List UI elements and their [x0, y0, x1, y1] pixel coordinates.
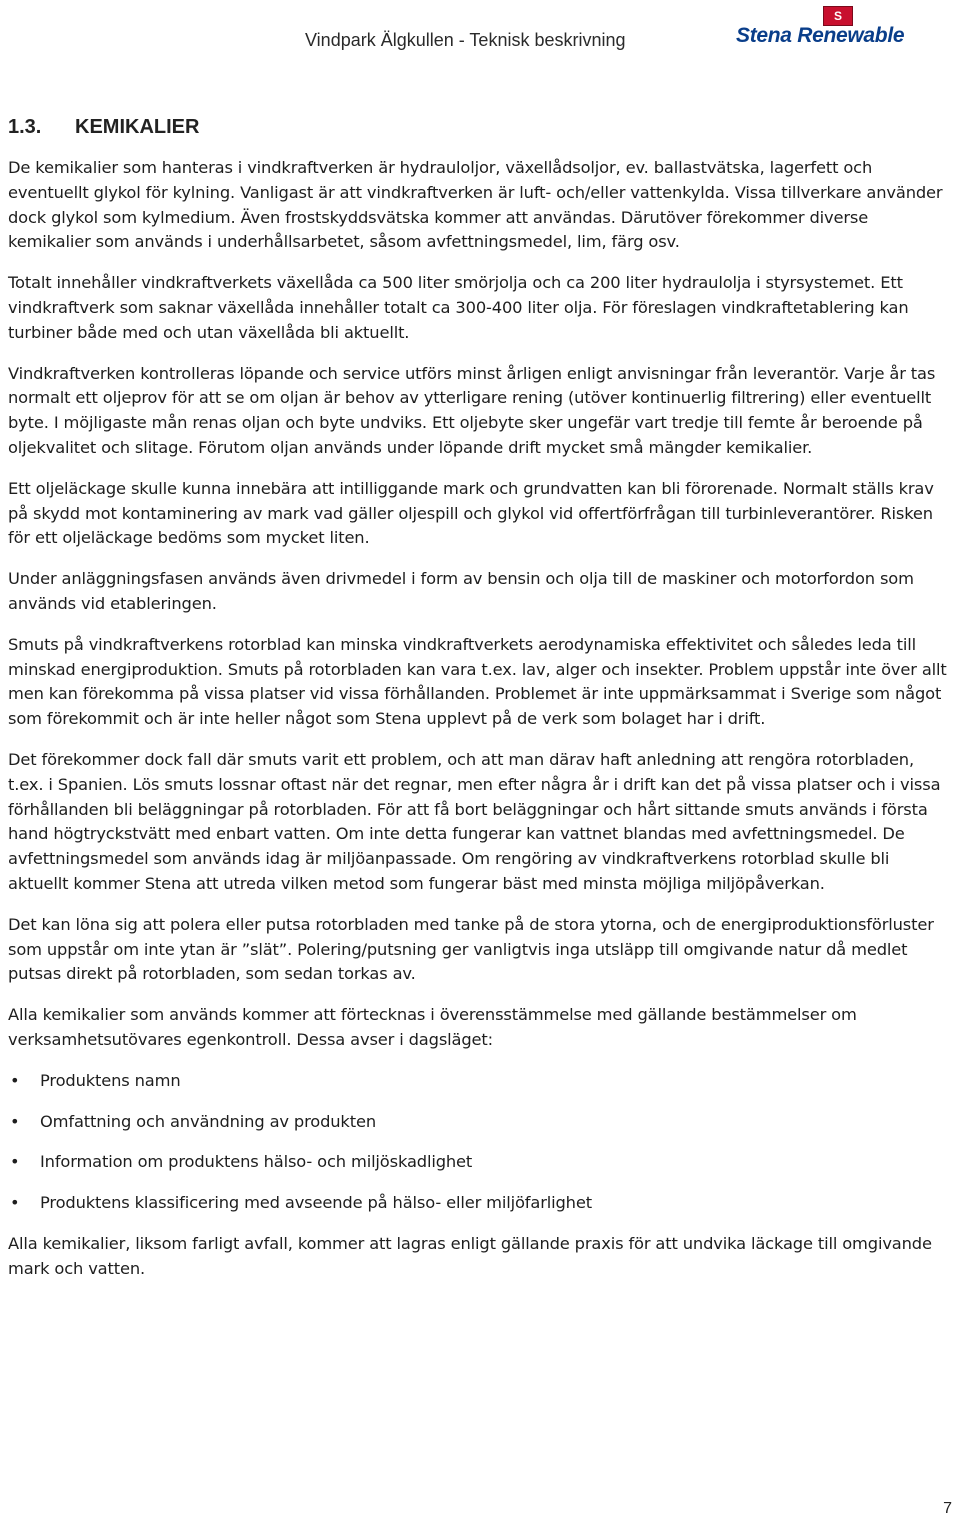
logo-text: Stena Renewable — [736, 24, 905, 47]
logo-mark: S — [833, 9, 842, 23]
section-heading — [8, 116, 199, 139]
stena-renewable-logo — [736, 6, 946, 50]
bullet-icon: • — [10, 1152, 20, 1172]
paragraph: Alla kemikalier som används kommer att förtecknas i överensstämmelse med gällande bestämmelser om verksamhetsutövares egenkontroll. Dessa avser i dagsläget: — [8, 1005, 857, 1049]
section-number: 1.3. — [8, 116, 42, 138]
paragraph: Totalt innehåller vindkraftverkets växellåda ca 500 liter smörjolja och ca 200 liter hydraulolja i styrsystemet. Ett vindkraftverk som saknar växellåda innehåller totalt ca 300-400 liter olja. För föreslagen vindkraftetablering kan turbiner både med och utan växellåda bli aktuellt. — [8, 273, 909, 342]
list-item-text: Omfattning och användning av produkten — [40, 1111, 376, 1131]
bullet-icon: • — [10, 1193, 20, 1213]
list-item — [8, 1110, 952, 1135]
list-item-text: Information om produktens hälso- och miljöskadlighet — [40, 1152, 473, 1172]
paragraph: Smuts på vindkraftverkens rotorblad kan minska vindkraftverkets aerodynamiska effektivitet och således leda till minskad energiproduktion. Smuts på rotorbladen kan vara t.ex. lav, alger och insekter. Problem uppstår inte över allt men kan förekomma på vissa platser vid vissa förhållanden. Problemet är inte uppmärksammat i Sverige som något som förekommit och är inte heller något som Stena upplevt på de verk som bolaget har i drift. — [8, 634, 947, 729]
document-title: Vindpark Älgkullen - Teknisk beskrivning — [305, 30, 626, 50]
paragraph: Det förekommer dock fall där smuts varit ett problem, och att man därav haft anledning att rengöra rotorbladen, t.ex. i Spanien. Lös smuts lossnar oftast när det regnar, men efter några år i drift kan det på vissa platser och i vissa förhållanden bli beläggningar på rotorbladen. För att få bort beläggningar och hårt sittande smuts används i första hand högtryckstvätt med enbart vatten. Om inte detta fungerar kan vattnet blandas med avfettningsmedel. De avfettningsmedel som används idag är miljöanpassade. Om rengöring av vindkraftverkens rotorblad skulle bli aktuellt kommer Stena att utreda vilken metod som fungerar bäst med minsta möjliga miljöpåverkan. — [8, 749, 941, 893]
paragraph: Under anläggningsfasen används även drivmedel i form av bensin och olja till de maskiner och motorfordon som används vid etableringen. — [8, 569, 914, 613]
closing-paragraph: Alla kemikalier, liksom farligt avfall, kommer att lagras enligt gällande praxis för att undvika läckage till omgivande mark och vatten. — [8, 1233, 932, 1278]
list-item — [8, 1191, 952, 1216]
bullet-list — [8, 1069, 952, 1216]
list-item-text: Produktens klassificering med avseende på hälso- eller miljöfarlighet — [40, 1193, 592, 1213]
paragraph: Vindkraftverken kontrolleras löpande och service utförs minst årligen enligt anvisningar från leverantör. Varje år tas normalt ett oljeprov för att se om oljan är behov av ytterligare rening (utöver kontinuerlig filtrering) eller eventuellt byte. I möjligaste mån renas oljan och byte undviks. Ett oljebyte sker ungefär vart tredje till femte år beroende på oljekvalitet och slitage. Förutom oljan används under löpande drift mycket små mängder kemikalier. — [8, 363, 936, 457]
paragraph: Ett oljeläckage skulle kunna innebära att intilliggande mark och grundvatten kan bli förorenade. Normalt ställs krav på skydd mot kontaminering av mark vad gäller oljespill och glykol vid offertförfrågan till turbinleverantörer. Risken för ett oljeläckage bedöms som mycket liten. — [8, 478, 934, 548]
document-body — [8, 156, 952, 1297]
paragraph: Det kan löna sig att polera eller putsa rotorbladen med tanke på de stora ytorna, och de energiproduktionsförluster som uppstår om inte ytan är ”slät”. Polering/putsning ger vanligtvis inga utsläpp till omgivande natur då medlet putsas direkt på rotorbladen, som sedan torkas av. — [8, 914, 934, 984]
bullet-icon: • — [10, 1111, 20, 1131]
stena-flag-icon — [823, 6, 853, 26]
list-item — [8, 1069, 952, 1094]
section-title: KEMIKALIER — [75, 116, 200, 138]
list-item — [8, 1150, 952, 1175]
paragraph: De kemikalier som hanteras i vindkraftverken är hydrauloljor, växellådsoljor, ev. ballastvätska, lagerfett och eventuellt glykol för kylning. Vanligast är att vindkraftverken är luft- och/eller vattenkylda. Vissa tillverkare använder dock glykol som kylmedium. Även frostskyddsvätska kommer att användas. Därutöver förekommer diverse kemikalier som används i underhållsarbetet, såsom avfettningsmedel, lim, färg osv. — [8, 158, 943, 252]
list-item-text: Produktens namn — [40, 1070, 181, 1090]
page-number: 7 — [943, 1500, 952, 1517]
bullet-icon: • — [10, 1070, 20, 1090]
